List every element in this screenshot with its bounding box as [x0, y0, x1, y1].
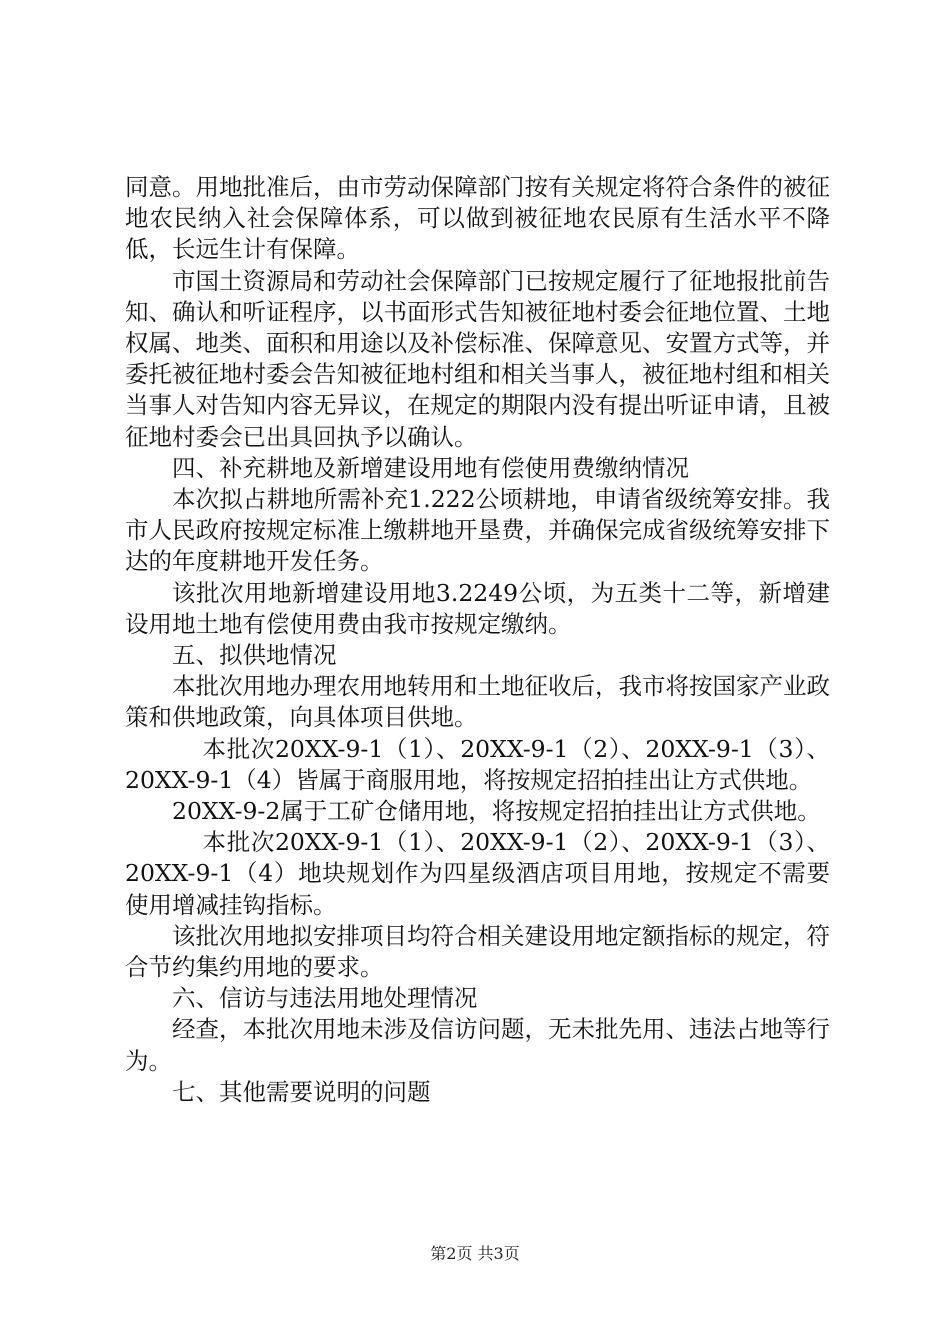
- paragraph-social-security: 同意。用地批准后，由市劳动保障部门按有关规定将符合条件的被征地农民纳入社会保障体系，可以做到被征地农民原有生活水平不降低，长远生计有保障。: [125, 173, 830, 264]
- paragraph-land-supply-policy: 本批次用地办理农用地转用和土地征收后，我市将按国家产业政策和供地政策，向具体项目供地。: [125, 672, 830, 732]
- section-heading-6: 六、信访与违法用地处理情况: [172, 984, 478, 1013]
- paragraph-quota-compliance: 该批次用地拟安排项目均符合相关建设用地定额指标的规定，符合节约集约用地的要求。: [125, 921, 830, 982]
- paragraph-hotel-project: 本批次20XX-9-1（1）、20XX-9-1（2）、20XX-9-1（3）、20XX-9-1（4）地块规划作为四星级酒店项目用地，按规定不需要使用增减挂钩指标。: [125, 828, 830, 919]
- page-number-footer: 第2页 共3页: [430, 1244, 520, 1263]
- paragraph-commercial-plots: 本批次20XX-9-1（1）、20XX-9-1（2）、20XX-9-1（3）、20XX-9-1（4）皆属于商服用地，将按规定招拍挂出让方式供地。: [125, 734, 830, 794]
- section-heading-7: 七、其他需要说明的问题: [172, 1077, 431, 1106]
- paragraph-farmland-supplement: 本次拟占耕地所需补充1.222公顷耕地，申请省级统筹安排。我市人民政府按规定标准上缴耕地开垦费，并确保完成省级统筹安排下达的年度耕地开发任务。: [125, 485, 830, 576]
- paragraph-new-construction-land: 该批次用地新增建设用地3.2249公顷，为五类十二等，新增建设用地土地有偿使用费由我市按规定缴纳。: [125, 578, 830, 638]
- section-heading-4: 四、补充耕地及新增建设用地有偿使用费缴纳情况: [172, 453, 689, 482]
- paragraph-industrial-plot: 20XX-9-2属于工矿仓储用地，将按规定招拍挂出让方式供地。: [172, 797, 821, 826]
- document-body: [125, 172, 830, 1108]
- paragraph-notification-procedure: 市国土资源局和劳动社会保障部门已按规定履行了征地报批前告知、确认和听证程序，以书面形式告知被征地村委会征地位置、土地权属、地类、面积和用途以及补偿标准、保障意见、安置方式等，并委托被征地村委会告知被征地村组和相关当事人，被征地村组和相关当事人对告知内容无异议，在规定的期限内没有提出听证申请，且被征地村委会已出具回执予以确认。: [125, 266, 830, 451]
- paragraph-petition-check: 经查，本批次用地未涉及信访问题，无未批先用、违法占地等行为。: [125, 1015, 830, 1075]
- section-heading-5: 五、拟供地情况: [172, 641, 337, 670]
